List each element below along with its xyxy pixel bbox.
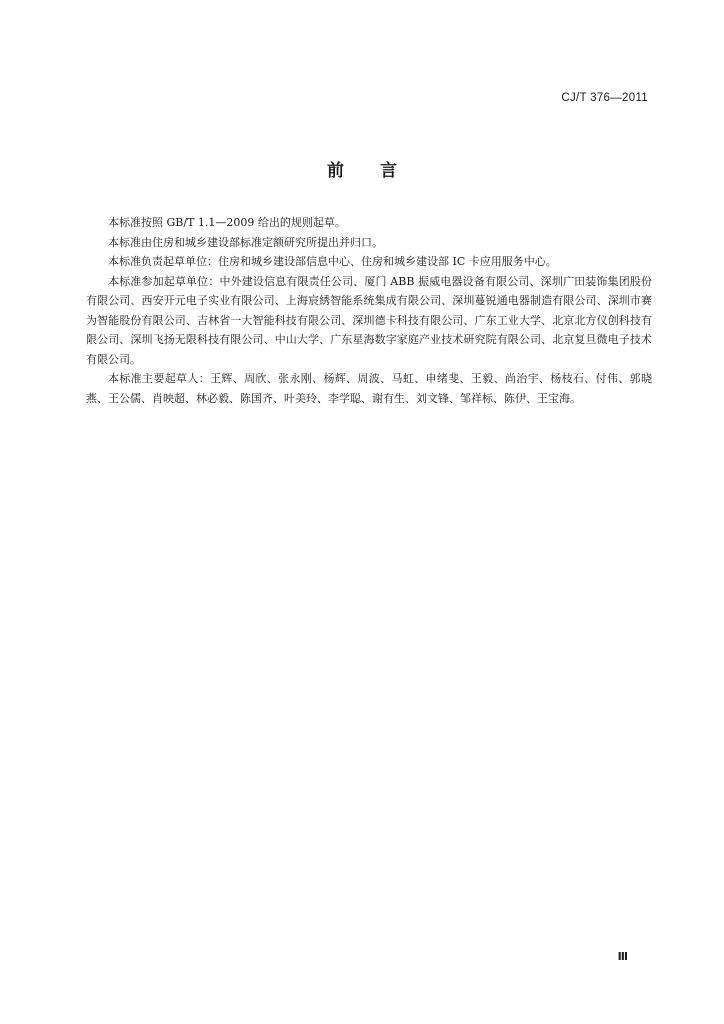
paragraph-main-drafters: 本标准主要起草人：王辉、周欣、张永刚、杨辉、周波、马虹、申绪斐、王毅、尚治宇、杨枝石、付伟、郭晓燕、王公儒、肖映超、林必毅、陈国齐、叶美玲、李学聪、谢有生、刘文锋、邹祥标、陈伊、王宝海。 <box>86 372 652 405</box>
paragraph-drafting-rules: 本标准按照 GB/T 1.1—2009 给出的规则起草。 <box>108 216 346 229</box>
paragraph-proposer: 本标准由住房和城乡建设部标准定额研究所提出并归口。 <box>108 235 383 249</box>
paragraph-responsible-drafters: 本标准负责起草单位：住房和城乡建设部信息中心、住房和城乡建设部 IC 卡应用服务中心。 <box>108 255 557 268</box>
foreword-body <box>86 213 652 408</box>
page-number: Ⅲ <box>617 950 628 963</box>
page-title: 前言 <box>327 161 433 181</box>
paragraph-participating-drafters: 本标准参加起草单位：中外建设信息有限责任公司、厦门 ABB 振威电器设备有限公司、深圳广田装饰集团股份有限公司、西安开元电子实业有限公司、上海宸綉智能系统集成有限公司、深圳蔓锐通电器制造有限公司、深圳市赛为智能股份有限公司、吉林省一大智能科技有限公司、深圳德卡科技有限公司、广东工业大学、北京北方仪创科技有限公司、深圳飞扬无限科技有限公司、中山大学、广东星海数字家庭产业技术研究院有限公司、北京复旦微电子技术有限公司。 <box>86 274 652 366</box>
standard-code: CJ/T 376—2011 <box>561 92 648 104</box>
